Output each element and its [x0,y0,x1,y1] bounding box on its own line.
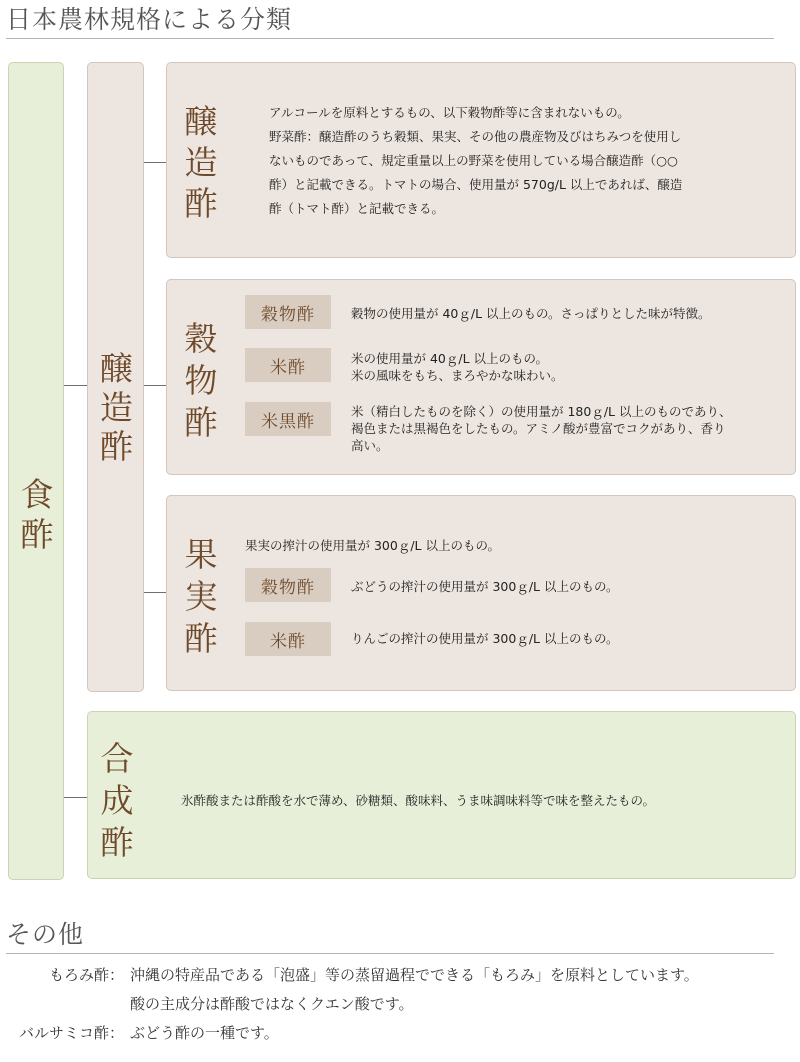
synthetic-vinegar-label: 合 成 酢 [100,739,134,862]
page-title: 日本農林規格による分類 [6,5,293,34]
brewed-group-label: 醸 造 酢 [100,349,133,466]
tag-grain: 穀物酢 [245,295,331,329]
connector-brewed-vinegar [144,162,166,163]
synthetic-vinegar-card [87,711,796,879]
tag-fruit-grain: 穀物酢 [245,568,331,602]
brewed-vinegar-card [166,62,796,258]
fruit-vinegar-card [166,495,796,691]
other-divider [6,953,774,954]
brewed-vinegar-description: アルコールを原料とするもの、以下穀物酢等に含まれないもの。 野菜酢：醸造酢のうち穀類、果実、その他の農産物及びはちみつを使用し ないものであって、規定重量以上の野菜を使用している場合醸造酢（○○ 酢）と記載できる。トマトの場合、使用量が 570g/L 以上であれば、醸造 酢（トマト酢）と記載できる。 [269,105,683,216]
balsamic-key: バルサミコ酢： [18,1024,124,1042]
title-divider [6,38,774,39]
black-rice-item-description: 米（精白したものを除く）の使用量が 180ｇ/L 以上のものであり、 褐色または黒褐色をしたもの。アミノ酸が豊富でコクがあり、香り 高い。 [351,404,732,453]
grain-item-description: 穀物の使用量が 40ｇ/L 以上のもの。さっぱりとした味が特徴。 [351,306,711,321]
brewed-group-box [87,62,144,692]
root-vinegar-box [8,62,64,880]
fruit-intro: 果実の搾汁の使用量が 300ｇ/L 以上のもの。 [245,538,500,553]
other-title: その他 [6,920,85,949]
apple-item-description: りんごの搾汁の使用量が 300ｇ/L 以上のもの。 [351,631,619,646]
grape-item-description: ぶどうの搾汁の使用量が 300ｇ/L 以上のもの。 [351,579,619,594]
connector-fruit-vinegar [144,592,166,593]
moromi-key: もろみ酢： [48,966,124,984]
brewed-vinegar-label: 醸 造 酢 [184,102,218,223]
connector-root-synthetic [64,797,87,798]
fruit-vinegar-label: 果 実 酢 [184,535,218,658]
synthetic-description: 氷酢酸または酢酸を水で薄め、砂糖類、酸味料、うま味調味料等で味を整えたもの。 [181,793,656,808]
moromi-line-2: 酸の主成分は酢酸ではなくクエン酸です。 [130,995,414,1013]
connector-grain-vinegar [144,385,166,386]
tag-black-rice: 米黒酢 [245,402,331,436]
moromi-line-1: 沖縄の特産品である「泡盛」等の蒸留過程でできる「もろみ」を原料としています。 [130,966,699,984]
connector-root-brewed [64,385,87,386]
grain-vinegar-label: 穀 物 酢 [184,319,218,442]
rice-item-description: 米の使用量が 40ｇ/L 以上のもの。 米の風味をもち、まろやかな味わい。 [351,351,564,383]
tag-fruit-rice: 米酢 [245,622,331,656]
balsamic-line: ぶどう酢の一種です。 [130,1024,279,1042]
grain-vinegar-card [166,279,796,475]
root-label: 食 酢 [20,475,54,554]
tag-rice: 米酢 [245,348,331,382]
